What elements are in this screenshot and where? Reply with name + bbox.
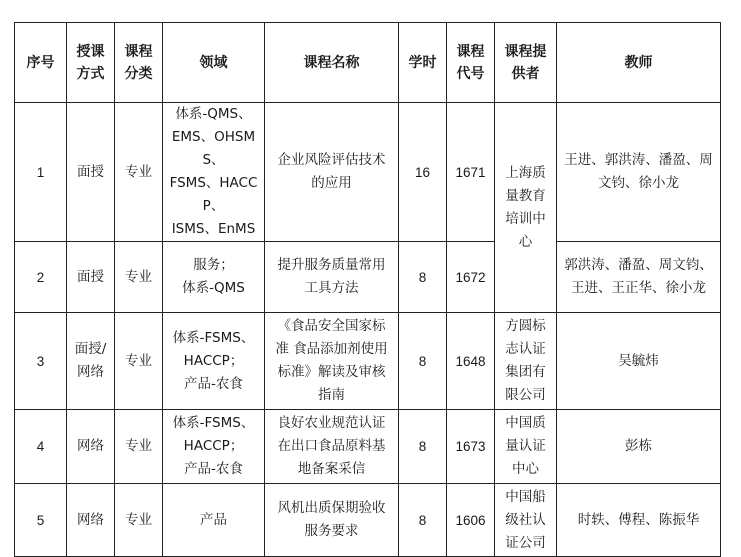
field-line: 服务； — [193, 257, 234, 273]
row-category: 专业 — [115, 313, 163, 410]
header-hours: 学时 — [399, 23, 447, 103]
row-hours: 8 — [399, 484, 447, 557]
row-seq: 4 — [15, 410, 67, 484]
table-row — [15, 242, 721, 313]
header-row — [15, 23, 721, 103]
row-provider: 上海质量教育培训中心 — [495, 103, 557, 313]
header-code: 课程代号 — [447, 23, 495, 103]
row-provider: 中国质量认证中心 — [495, 410, 557, 484]
row-hours: 8 — [399, 242, 447, 313]
row-method: 面授 — [67, 103, 115, 242]
header-teacher: 教师 — [557, 23, 721, 103]
row-hours: 8 — [399, 313, 447, 410]
row-provider: 方圆标志认证集团有限公司 — [495, 313, 557, 410]
row-course-name: 提升服务质量常用工具方法 — [265, 242, 399, 313]
header-method: 授课方式 — [67, 23, 115, 103]
field-line: FSMS、HACCP、 — [169, 175, 258, 214]
course-table — [14, 22, 721, 557]
row-category: 专业 — [115, 242, 163, 313]
field-line: EMS、OHSMS、 — [171, 129, 256, 168]
row-course-name: 《食品安全国家标准 食品添加剂使用标准》解读及审核指南 — [265, 313, 399, 410]
row-code: 1673 — [447, 410, 495, 484]
row-method: 网络 — [67, 484, 115, 557]
row-seq: 5 — [15, 484, 67, 557]
header-field: 领域 — [163, 23, 265, 103]
row-teacher: 时轶、傅程、陈振华 — [557, 484, 721, 557]
field-line: 产品 — [200, 511, 227, 528]
header-provider: 课程提供者 — [495, 23, 557, 103]
row-course-name: 企业风险评估技术的应用 — [265, 103, 399, 242]
header-category: 课程分类 — [115, 23, 163, 103]
row-field — [163, 410, 265, 484]
field-line: HACCP； — [183, 438, 244, 454]
row-code: 1648 — [447, 313, 495, 410]
field-line: ISMS、EnMS — [171, 221, 256, 237]
field-line: 产品-农食 — [184, 375, 243, 392]
field-line: 体系-FSMS、 — [172, 329, 255, 346]
field-line: 体系-QMS — [182, 280, 245, 296]
row-method: 面授 — [67, 242, 115, 313]
table-row — [15, 410, 721, 484]
row-teacher: 郭洪涛、潘盈、周文钧、王进、王正华、徐小龙 — [557, 242, 721, 313]
table-row — [15, 103, 721, 242]
table-row — [15, 484, 721, 557]
header-seq: 序号 — [15, 23, 67, 103]
table-row — [15, 313, 721, 410]
row-method: 面授/网络 — [67, 313, 115, 410]
row-seq: 2 — [15, 242, 67, 313]
field-line: 产品-农食 — [184, 461, 243, 477]
field-line: 体系-QMS、 — [175, 106, 252, 122]
field-line: HACCP； — [183, 352, 244, 369]
row-code: 1672 — [447, 242, 495, 313]
row-field — [163, 242, 265, 313]
row-method: 网络 — [67, 410, 115, 484]
row-category: 专业 — [115, 410, 163, 484]
row-seq: 1 — [15, 103, 67, 242]
row-course-name: 良好农业规范认证在出口食品原料基地备案采信 — [265, 410, 399, 484]
row-hours: 16 — [399, 103, 447, 242]
row-category: 专业 — [115, 484, 163, 557]
row-category: 专业 — [115, 103, 163, 242]
row-teacher: 吴毓炜 — [557, 313, 721, 410]
field-line: 体系-FSMS、 — [172, 415, 255, 431]
row-provider: 中国船级社认证公司 — [495, 484, 557, 557]
row-seq: 3 — [15, 313, 67, 410]
row-field — [163, 103, 265, 242]
row-field — [163, 313, 265, 410]
header-course-name: 课程名称 — [265, 23, 399, 103]
row-code: 1671 — [447, 103, 495, 242]
row-teacher: 王进、郭洪涛、潘盈、周文钧、徐小龙 — [557, 103, 721, 242]
row-course-name: 风机出质保期验收服务要求 — [265, 484, 399, 557]
row-code: 1606 — [447, 484, 495, 557]
row-field — [163, 484, 265, 557]
row-teacher: 彭栋 — [557, 410, 721, 484]
row-hours: 8 — [399, 410, 447, 484]
